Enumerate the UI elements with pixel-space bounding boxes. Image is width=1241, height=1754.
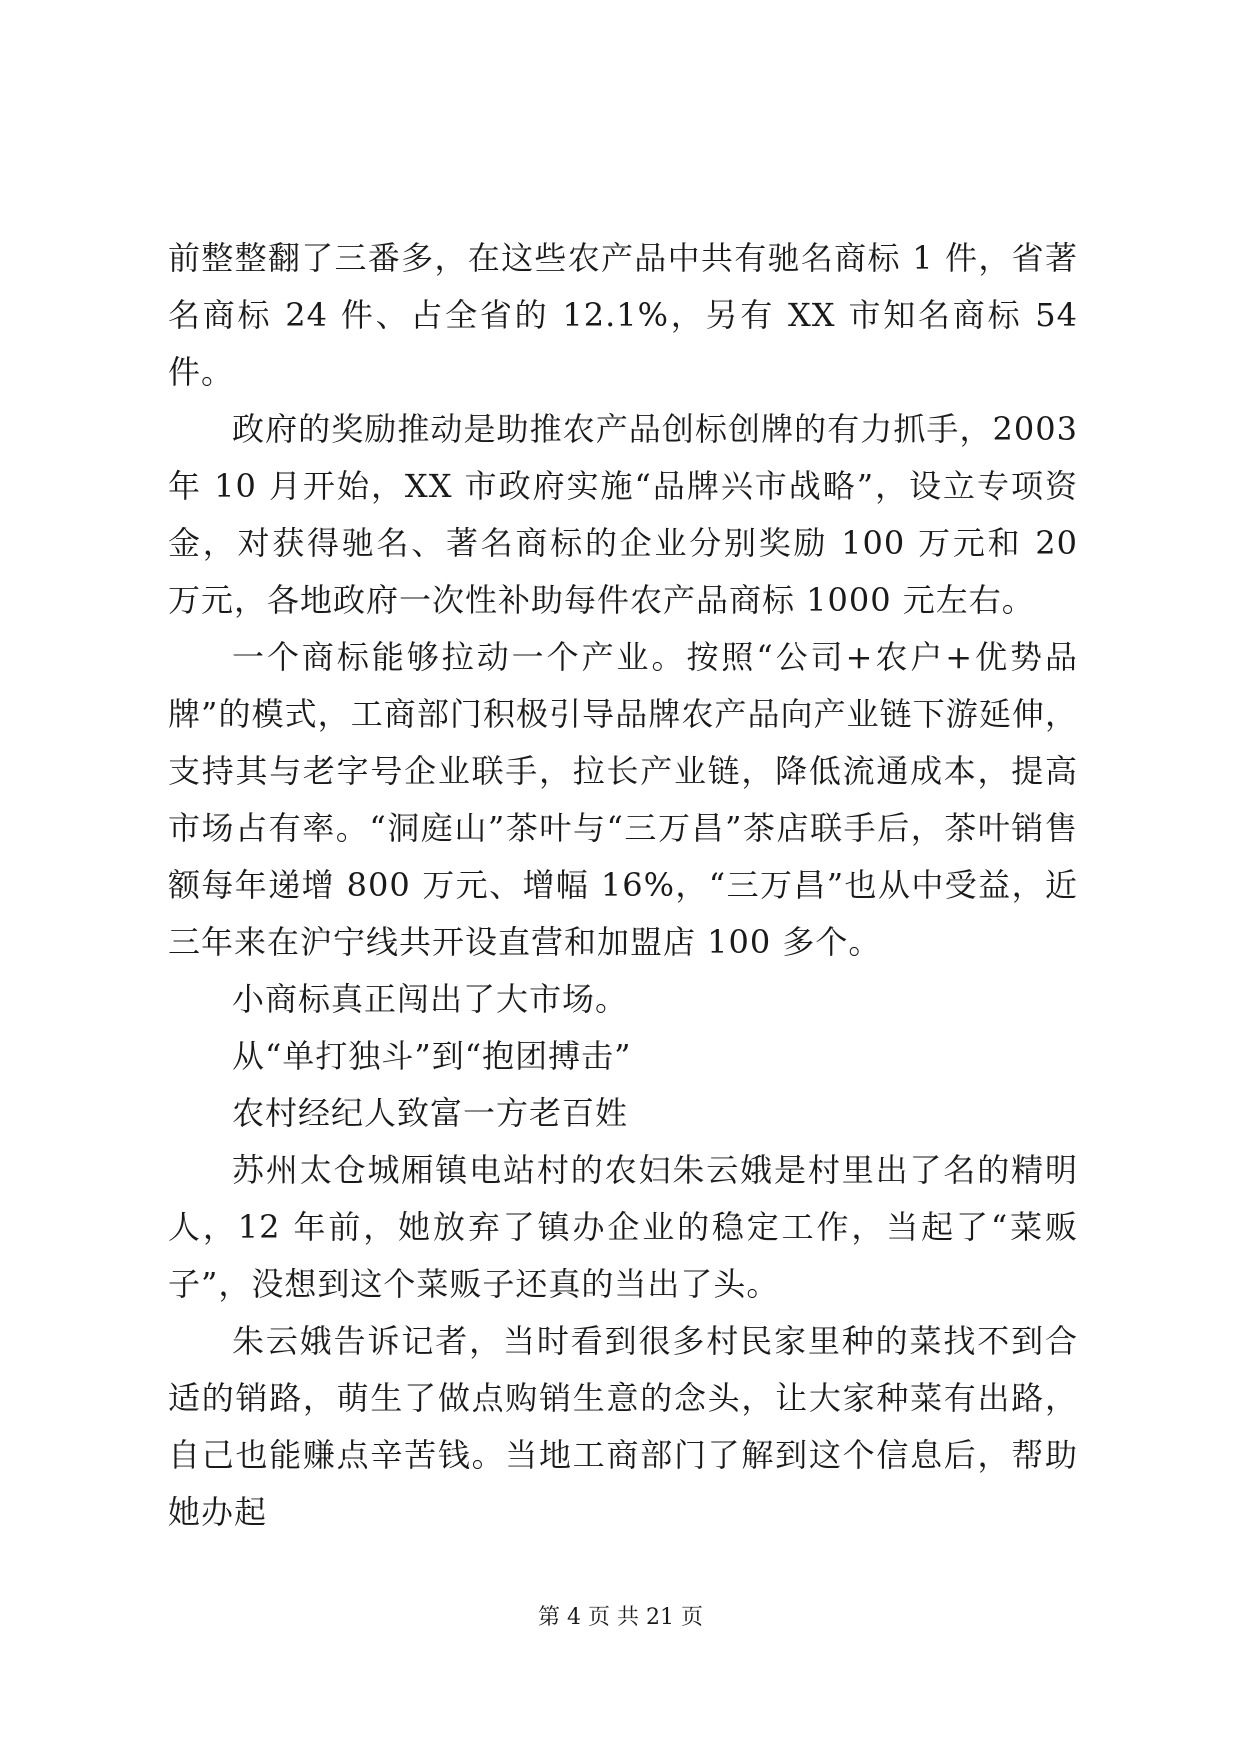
paragraph-8: 朱云娥告诉记者，当时看到很多村民家里种的菜找不到合适的销路，萌生了做点购销生意的念头，让大家种菜有出路，自己也能赚点辛苦钱。当地工商部门了解到这个信息后，帮助她办起: [168, 1322, 1078, 1531]
document-body: [168, 230, 1078, 1541]
paragraph-2: 政府的奖励推动是助推农产品创标创牌的有力抓手，2003 年 10 月开始，XX 市政府实施“品牌兴市战略”，设立专项资金，对获得驰名、著名商标的企业分别奖励 100 万元和 20 万元，各地政府一次性补助每件农产品商标 1000 元左右。: [168, 410, 1078, 619]
paragraph-1: 前整整翻了三番多，在这些农产品中共有驰名商标 1 件，省著名商标 24 件、占全省的 12.1%，另有 XX 市知名商标 54 件。: [168, 239, 1078, 391]
subheading-1: 从“单打独斗”到“抱团搏击”: [232, 1037, 632, 1075]
paragraph-3: 一个商标能够拉动一个产业。按照“公司+农户+优势品牌”的模式，工商部门积极引导品牌农产品向产业链下游延伸，支持其与老字号企业联手，拉长产业链，降低流通成本，提高市场占有率。“洞庭山”茶叶与“三万昌”茶店联手后，茶叶销售额每年递增 800 万元、增幅 16%，“三万昌”也从中受益，近三年来在沪宁线共开设直营和加盟店 100 多个。: [168, 638, 1078, 961]
paragraph-7: 苏州太仓城厢镇电站村的农妇朱云娥是村里出了名的精明人，12 年前，她放弃了镇办企业的稳定工作，当起了“菜贩子”，没想到这个菜贩子还真的当出了头。: [168, 1151, 1078, 1303]
page-number-footer: 第 4 页 共 21 页: [538, 1605, 703, 1630]
paragraph-4: 小商标真正闯出了大市场。: [232, 980, 629, 1018]
subheading-2: 农村经纪人致富一方老百姓: [232, 1094, 629, 1132]
